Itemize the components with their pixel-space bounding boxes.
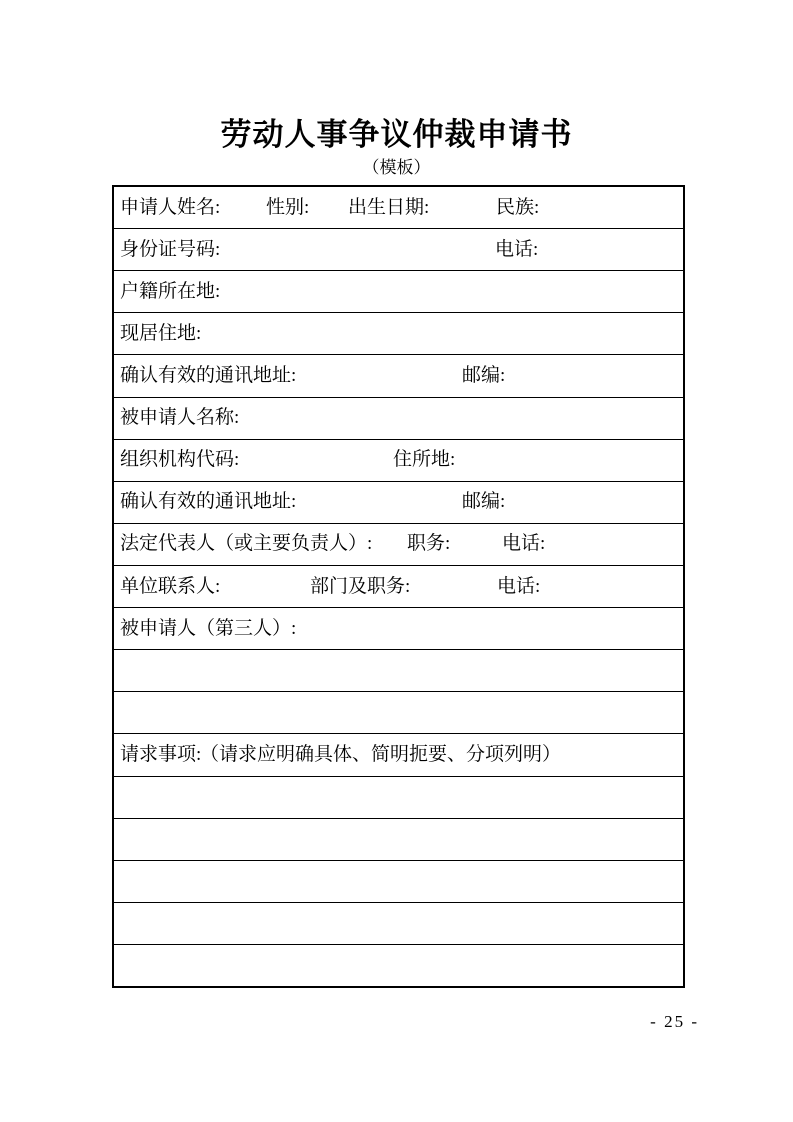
- application-form-table: [112, 185, 685, 988]
- table-row-empty: [114, 903, 683, 945]
- label-id-number: 身份证号码:: [120, 238, 221, 260]
- table-row-third-party: [114, 608, 683, 650]
- label-postal-code: 邮编:: [462, 364, 506, 386]
- table-row-legal-representative: [114, 524, 683, 566]
- table-row-applicant-mailing-address: [114, 355, 683, 397]
- label-confirmed-mailing-address: 确认有效的通讯地址:: [120, 364, 297, 386]
- label-claims: 请求事项:: [120, 743, 202, 765]
- label-postal-code: 邮编:: [462, 491, 506, 513]
- page-title: 劳动人事争议仲裁申请书: [220, 117, 573, 152]
- table-row-empty: [114, 819, 683, 861]
- label-legal-representative: 法定代表人（或主要负责人）:: [120, 533, 373, 555]
- label-ethnicity: 民族:: [496, 196, 540, 218]
- label-phone: 电话:: [502, 533, 546, 555]
- label-current-residence: 现居住地:: [120, 322, 202, 344]
- table-row-org-code: [114, 440, 683, 482]
- label-phone: 电话:: [497, 575, 541, 597]
- table-row-empty: [114, 692, 683, 734]
- label-org-code: 组织机构代码:: [120, 449, 240, 471]
- table-row-empty: [114, 861, 683, 903]
- label-position: 职务:: [407, 533, 451, 555]
- table-row-empty: [114, 650, 683, 692]
- table-row-current-residence: [114, 313, 683, 355]
- label-claims-hint: （请求应明确具体、简明扼要、分项列明）: [200, 743, 562, 765]
- page-number: - 25 -: [650, 1012, 699, 1031]
- label-department-position: 部门及职务:: [310, 575, 411, 597]
- table-row-respondent-mailing-address: [114, 482, 683, 524]
- label-confirmed-mailing-address: 确认有效的通讯地址:: [120, 491, 297, 513]
- table-row-respondent-name: [114, 398, 683, 440]
- label-applicant-name: 申请人姓名:: [120, 196, 221, 218]
- label-respondent-name: 被申请人名称:: [120, 407, 240, 429]
- label-third-party: 被申请人（第三人）:: [120, 617, 297, 639]
- label-gender: 性别:: [266, 196, 310, 218]
- label-domicile: 住所地:: [393, 449, 456, 471]
- label-birth-date: 出生日期:: [348, 196, 430, 218]
- table-row-registered-residence: [114, 271, 683, 313]
- label-company-contact: 单位联系人:: [120, 575, 221, 597]
- table-row-empty: [114, 777, 683, 819]
- page-subtitle: （模板）: [362, 158, 431, 177]
- label-phone: 电话:: [495, 238, 539, 260]
- table-row-claims: [114, 734, 683, 776]
- table-row-id-number: [114, 229, 683, 271]
- table-row-applicant-name: [114, 187, 683, 229]
- label-registered-residence: 户籍所在地:: [120, 280, 221, 302]
- table-row-company-contact: [114, 566, 683, 608]
- table-row-empty: [114, 945, 683, 986]
